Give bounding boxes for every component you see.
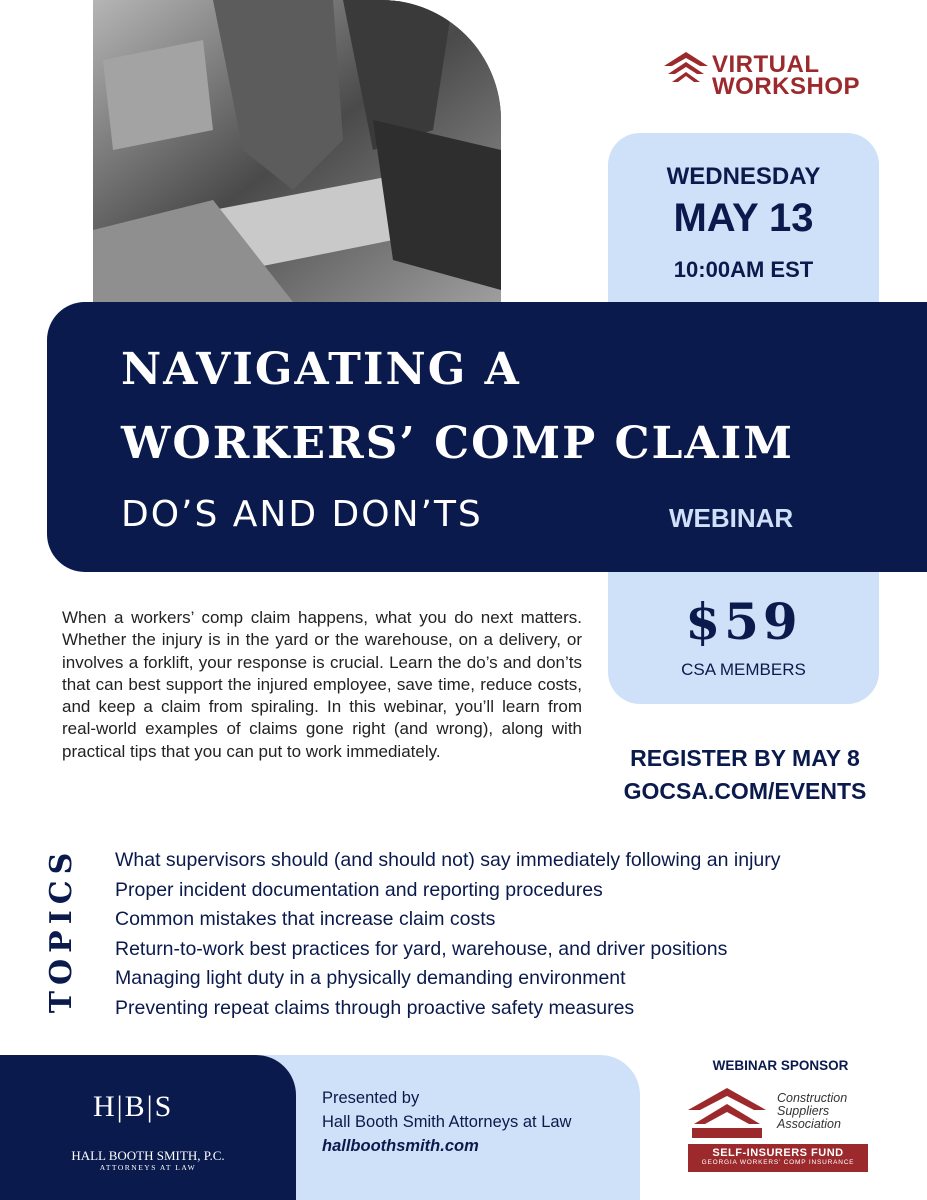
sponsor-name-line: Association	[777, 1117, 841, 1131]
roof-icon	[664, 50, 708, 84]
hero-photo	[93, 0, 501, 302]
price: $59	[685, 592, 802, 651]
sponsor-name-line: Construction	[777, 1091, 848, 1105]
hbs-logo-panel	[0, 1055, 296, 1200]
price-note: CSA MEMBERS	[681, 660, 806, 679]
sponsor-logo	[688, 1084, 873, 1176]
topic-item: Common mistakes that increase claim costs	[115, 908, 496, 930]
title-banner	[47, 302, 927, 572]
register-info	[600, 742, 890, 808]
hbs-firm-tag: ATTORNEYS AT LAW	[99, 1163, 197, 1172]
event-date: MAY 13	[673, 196, 814, 240]
event-day: WEDNESDAY	[666, 163, 821, 190]
topic-item: What supervisors should (and should not) say immediately following an injury	[115, 849, 781, 871]
presented-by-label: Presented by	[322, 1089, 420, 1107]
topic-item: Managing light duty in a physically demanding environment	[115, 967, 626, 989]
roof-icon	[688, 1086, 766, 1140]
sponsor-bar	[688, 1144, 868, 1172]
sponsor-bar-sub: GEORGIA WORKERS’ COMP INSURANCE	[701, 1159, 855, 1166]
logo-line-2: WORKSHOP	[712, 73, 860, 100]
hbs-logo-mark: H|B|S	[93, 1090, 174, 1123]
title-line-1: NAVIGATING A	[121, 344, 521, 395]
logo-line-1: VIRTUAL	[712, 51, 820, 78]
price-panel	[608, 572, 879, 704]
format-label: WEBINAR	[669, 503, 794, 533]
hbs-firm-name: HALL BOOTH SMITH, P.C.	[71, 1148, 225, 1163]
presenter-url[interactable]: hallboothsmith.com	[322, 1137, 479, 1155]
register-link[interactable]: GOCSA.COM/EVENTS	[623, 778, 867, 804]
topics-list	[115, 846, 781, 1023]
sponsor-label: WEBINAR SPONSOR	[712, 1058, 849, 1073]
sponsor-name-line: Suppliers	[777, 1104, 830, 1118]
sponsor-bar-title: SELF-INSURERS FUND	[712, 1147, 844, 1159]
event-description: When a workers’ comp claim happens, what you do next matters. Whether the injury is in the yard or the warehouse, on a delivery, or involves a forklift, your response is crucial. Learn the do’s and don’ts that can best support the injured employee, save time, reduce costs, and keep a claim from spiraling. In this webinar, you’ll learn from real-world examples of claims gone right (and wrong), along with practical tips that you can put to work immediately.	[62, 608, 582, 761]
topics-label: TOPICS	[44, 846, 79, 1014]
topic-item: Preventing repeat claims through proactive safety measures	[115, 996, 635, 1019]
presenter-name: Hall Booth Smith Attorneys at Law	[322, 1113, 572, 1131]
topic-item: Proper incident documentation and reporting procedures	[115, 878, 603, 901]
presenter-info	[322, 1086, 571, 1158]
virtual-workshop-logo	[664, 50, 860, 106]
subtitle: DO’S AND DON’TS	[121, 494, 483, 535]
topic-item: Return-to-work best practices for yard, warehouse, and driver positions	[115, 937, 728, 960]
title-line-2: WORKERS’ COMP CLAIM	[121, 418, 794, 469]
register-deadline: REGISTER BY MAY 8	[630, 745, 860, 771]
event-time: 10:00AM EST	[673, 257, 814, 282]
